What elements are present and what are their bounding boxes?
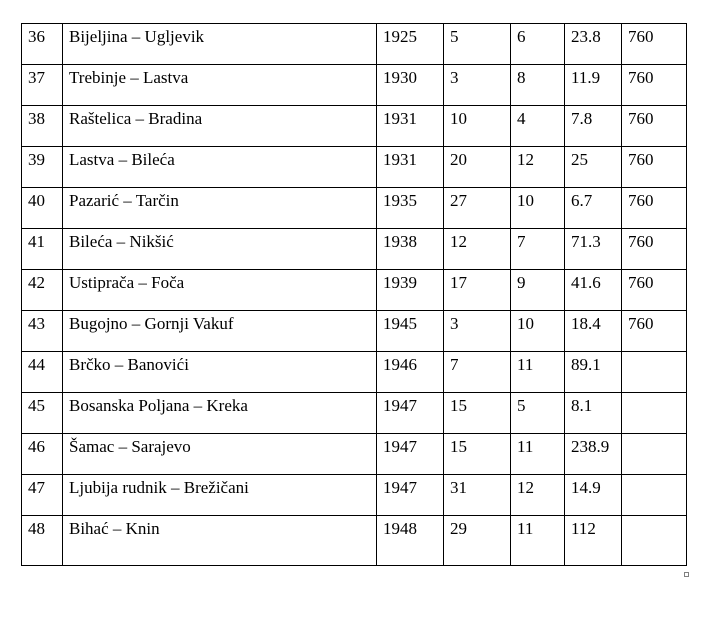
length-cell: 11.9 bbox=[565, 65, 622, 106]
year-cell: 1947 bbox=[377, 434, 444, 475]
year-cell: 1925 bbox=[377, 24, 444, 65]
table-row bbox=[22, 188, 687, 229]
row-number-cell: 39 bbox=[22, 147, 63, 188]
row-number-cell: 40 bbox=[22, 188, 63, 229]
value-cell: 10 bbox=[511, 311, 565, 352]
railway-table bbox=[21, 23, 687, 566]
year-cell: 1935 bbox=[377, 188, 444, 229]
table-row bbox=[22, 475, 687, 516]
row-number-cell: 46 bbox=[22, 434, 63, 475]
length-cell: 18.4 bbox=[565, 311, 622, 352]
value-cell: 12 bbox=[511, 475, 565, 516]
length-cell: 238.9 bbox=[565, 434, 622, 475]
value-cell: 17 bbox=[444, 270, 511, 311]
value-cell: 10 bbox=[511, 188, 565, 229]
year-cell: 1930 bbox=[377, 65, 444, 106]
value-cell: 5 bbox=[444, 24, 511, 65]
row-number-cell: 36 bbox=[22, 24, 63, 65]
value-cell: 7 bbox=[444, 352, 511, 393]
value-cell: 11 bbox=[511, 434, 565, 475]
value-cell: 3 bbox=[444, 311, 511, 352]
year-cell: 1946 bbox=[377, 352, 444, 393]
line-name-cell: Lastva – Bileća bbox=[63, 147, 377, 188]
table-row bbox=[22, 229, 687, 270]
length-cell: 23.8 bbox=[565, 24, 622, 65]
value-cell: 7 bbox=[511, 229, 565, 270]
value-cell: 10 bbox=[444, 106, 511, 147]
table-row bbox=[22, 434, 687, 475]
line-name-cell: Raštelica – Bradina bbox=[63, 106, 377, 147]
length-cell: 7.8 bbox=[565, 106, 622, 147]
length-cell: 112 bbox=[565, 516, 622, 566]
table-row bbox=[22, 24, 687, 65]
value-cell: 5 bbox=[511, 393, 565, 434]
line-name-cell: Ljubija rudnik – Brežičani bbox=[63, 475, 377, 516]
gauge-cell bbox=[622, 352, 687, 393]
line-name-cell: Bihać – Knin bbox=[63, 516, 377, 566]
line-name-cell: Bijeljina – Ugljevik bbox=[63, 24, 377, 65]
value-cell: 3 bbox=[444, 65, 511, 106]
gauge-cell: 760 bbox=[622, 188, 687, 229]
length-cell: 41.6 bbox=[565, 270, 622, 311]
line-name-cell: Pazarić – Tarčin bbox=[63, 188, 377, 229]
value-cell: 11 bbox=[511, 352, 565, 393]
row-number-cell: 38 bbox=[22, 106, 63, 147]
line-name-cell: Bileća – Nikšić bbox=[63, 229, 377, 270]
value-cell: 20 bbox=[444, 147, 511, 188]
value-cell: 31 bbox=[444, 475, 511, 516]
gauge-cell bbox=[622, 475, 687, 516]
value-cell: 15 bbox=[444, 434, 511, 475]
year-cell: 1931 bbox=[377, 106, 444, 147]
line-name-cell: Ustiprača – Foča bbox=[63, 270, 377, 311]
year-cell: 1947 bbox=[377, 393, 444, 434]
table-row bbox=[22, 106, 687, 147]
line-name-cell: Bugojno – Gornji Vakuf bbox=[63, 311, 377, 352]
row-number-cell: 48 bbox=[22, 516, 63, 566]
row-number-cell: 37 bbox=[22, 65, 63, 106]
value-cell: 9 bbox=[511, 270, 565, 311]
gauge-cell: 760 bbox=[622, 147, 687, 188]
table-row bbox=[22, 147, 687, 188]
row-number-cell: 44 bbox=[22, 352, 63, 393]
table-row bbox=[22, 65, 687, 106]
gauge-cell: 760 bbox=[622, 311, 687, 352]
gauge-cell: 760 bbox=[622, 106, 687, 147]
table-row bbox=[22, 270, 687, 311]
row-number-cell: 41 bbox=[22, 229, 63, 270]
value-cell: 12 bbox=[444, 229, 511, 270]
table-row bbox=[22, 352, 687, 393]
gauge-cell bbox=[622, 516, 687, 566]
line-name-cell: Bosanska Poljana – Kreka bbox=[63, 393, 377, 434]
length-cell: 89.1 bbox=[565, 352, 622, 393]
value-cell: 6 bbox=[511, 24, 565, 65]
length-cell: 6.7 bbox=[565, 188, 622, 229]
length-cell: 14.9 bbox=[565, 475, 622, 516]
line-name-cell: Brčko – Banovići bbox=[63, 352, 377, 393]
table-row bbox=[22, 516, 687, 566]
year-cell: 1939 bbox=[377, 270, 444, 311]
value-cell: 12 bbox=[511, 147, 565, 188]
table-row bbox=[22, 311, 687, 352]
row-number-cell: 45 bbox=[22, 393, 63, 434]
gauge-cell: 760 bbox=[622, 65, 687, 106]
value-cell: 27 bbox=[444, 188, 511, 229]
year-cell: 1945 bbox=[377, 311, 444, 352]
table-row bbox=[22, 393, 687, 434]
value-cell: 11 bbox=[511, 516, 565, 566]
row-number-cell: 42 bbox=[22, 270, 63, 311]
length-cell: 71.3 bbox=[565, 229, 622, 270]
line-name-cell: Trebinje – Lastva bbox=[63, 65, 377, 106]
line-name-cell: Šamac – Sarajevo bbox=[63, 434, 377, 475]
gauge-cell: 760 bbox=[622, 270, 687, 311]
value-cell: 4 bbox=[511, 106, 565, 147]
table-resize-handle[interactable] bbox=[684, 572, 689, 577]
length-cell: 8.1 bbox=[565, 393, 622, 434]
value-cell: 29 bbox=[444, 516, 511, 566]
gauge-cell: 760 bbox=[622, 229, 687, 270]
row-number-cell: 43 bbox=[22, 311, 63, 352]
year-cell: 1931 bbox=[377, 147, 444, 188]
year-cell: 1948 bbox=[377, 516, 444, 566]
year-cell: 1938 bbox=[377, 229, 444, 270]
length-cell: 25 bbox=[565, 147, 622, 188]
value-cell: 15 bbox=[444, 393, 511, 434]
row-number-cell: 47 bbox=[22, 475, 63, 516]
gauge-cell bbox=[622, 393, 687, 434]
gauge-cell bbox=[622, 434, 687, 475]
value-cell: 8 bbox=[511, 65, 565, 106]
year-cell: 1947 bbox=[377, 475, 444, 516]
gauge-cell: 760 bbox=[622, 24, 687, 65]
